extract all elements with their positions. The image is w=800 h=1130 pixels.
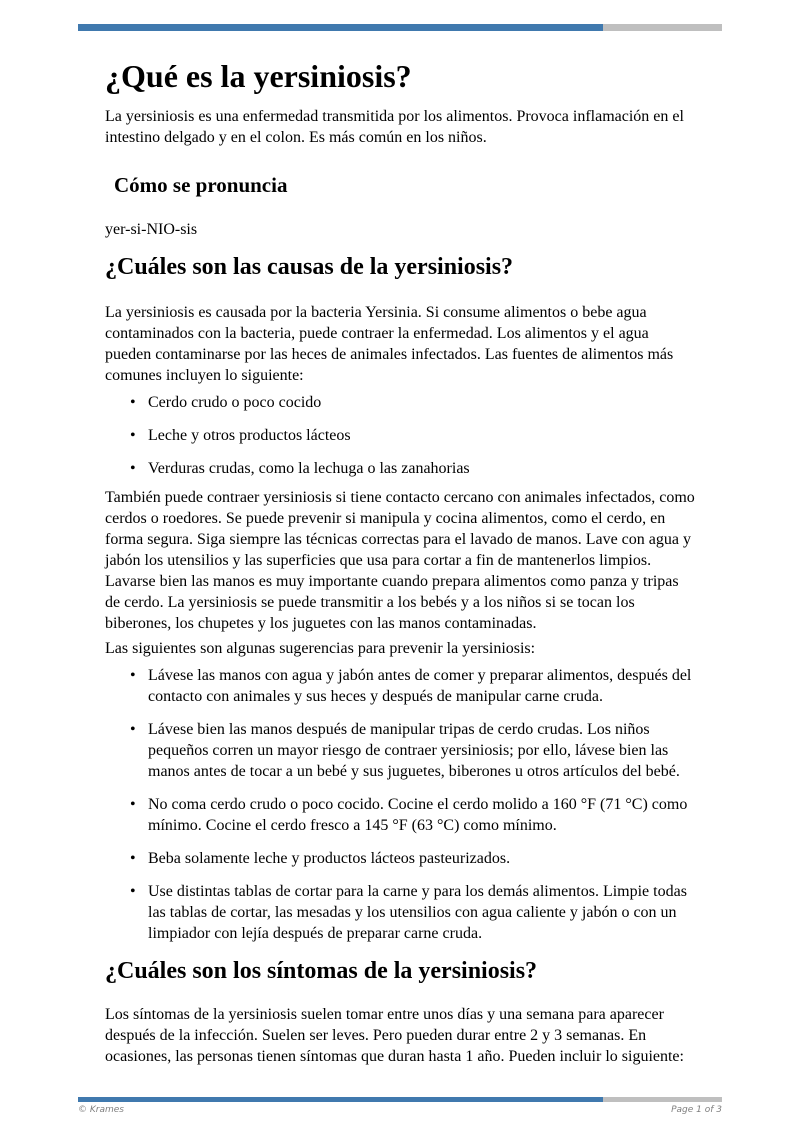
prevention-tip-item: • Lávese las manos con agua y jabón antes de comer y preparar alimentos, después del contacto con animales y sus heces y después de manipular carne cruda. xyxy=(105,665,696,707)
food-source-item: • Verduras crudas, como la lechuga o las zanahorias xyxy=(105,458,696,479)
symptoms-heading: ¿Cuáles son los síntomas de la yersiniosis? xyxy=(105,958,538,984)
footer-rule-blue-segment xyxy=(78,1097,603,1102)
symptoms-intro-paragraph: Los síntomas de la yersiniosis suelen tomar entre unos días y una semana para aparecer después de la infección. Suelen ser leves. Pero pueden durar entre 2 y 3 semanas. En ocasiones, las personas tienen síntomas que duran hasta 1 año. Pueden incluir lo siguiente: xyxy=(105,1006,684,1065)
prevention-tip-item: • Lávese bien las manos después de manipular tripas de cerdo crudas. Los niños pequeños corren un mayor riesgo de contraer yersiniosis; por ello, lávese bien las manos antes de tocar a un bebé y sus juguetes, biberones u otros artículos del bebé. xyxy=(105,719,696,782)
prevention-tip-item: • Use distintas tablas de cortar para la carne y para los demás alimentos. Limpie todas las tablas de cortar, las mesadas y los utensilios con agua caliente y jabón o con un limpiador con lejía después de preparar carne cruda. xyxy=(105,881,696,944)
top-rule-blue-segment xyxy=(78,24,603,31)
prevention-intro-paragraph: Las siguientes son algunas sugerencias para prevenir la yersiniosis: xyxy=(105,640,536,657)
page-indicator: Page 1 of 3 xyxy=(671,1105,722,1115)
top-rule xyxy=(78,24,722,31)
causes-detail-paragraph: También puede contraer yersiniosis si tiene contacto cercano con animales infectados, como cerdos o roedores. Se puede prevenir si manipula y cocina alimentos, como el cerdo, en forma segura. Siga siempre las técnicas correctas para el lavado de manos. Lave con agua y jabón los utensilios y las superficies que usa para cortar a fin de mantenerlos limpios. Lavarse bien las manos es muy importante cuando prepara alimentos como panza y tripas de cerdo. La yersiniosis se puede transmitir a los bebés y a los niños si se tocan los biberones, los chupetes y los juguetes con las manos contaminadas. xyxy=(105,489,695,632)
footer-rule xyxy=(78,1097,722,1102)
document-content xyxy=(105,31,696,1067)
intro-paragraph: La yersiniosis es una enfermedad transmitida por los alimentos. Provoca inflamación en el intestino delgado y en el colon. Es más común en los niños. xyxy=(105,108,684,146)
causes-heading: ¿Cuáles son las causas de la yersiniosis? xyxy=(105,254,514,280)
pronunciation-heading: Cómo se pronuncia xyxy=(114,173,288,197)
page-footer xyxy=(78,1104,722,1116)
causes-intro-paragraph: La yersiniosis es causada por la bacteria Yersinia. Si consume alimentos o bebe agua contaminados con la bacteria, puede contraer la enfermedad. Los alimentos y el agua pueden contaminarse por las heces de animales infectados. Las fuentes de alimentos más comunes incluyen lo siguiente: xyxy=(105,304,674,384)
page-title: ¿Qué es la yersiniosis? xyxy=(105,58,412,94)
prevention-tips-list xyxy=(105,665,696,944)
prevention-tip-item: • Beba solamente leche y productos lácteos pasteurizados. xyxy=(105,848,696,869)
copyright-text: © Krames xyxy=(78,1105,124,1115)
food-sources-list xyxy=(105,392,696,479)
food-source-item: • Cerdo crudo o poco cocido xyxy=(105,392,696,413)
food-source-item: • Leche y otros productos lácteos xyxy=(105,425,696,446)
prevention-tip-item: • No coma cerdo crudo o poco cocido. Cocine el cerdo molido a 160 °F (71 °C) como mínimo. Cocine el cerdo fresco a 145 °F (63 °C) como mínimo. xyxy=(105,794,696,836)
pronunciation-text: yer-si-NIO-sis xyxy=(105,221,198,238)
